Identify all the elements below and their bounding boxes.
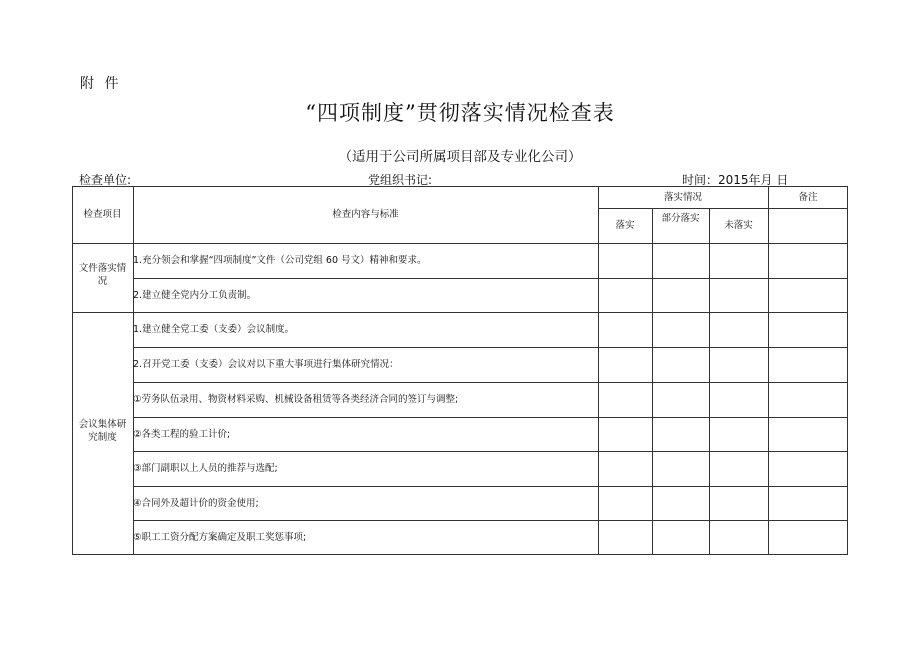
column-header-content: 检查内容与标准 <box>332 209 399 220</box>
document-title: “四项制度”贯彻落实情况检查表 <box>305 101 615 125</box>
column-header-not-done: 未落实 <box>724 220 753 231</box>
table-row-content: ⑤职工工资分配方案确定及职工奖惩事项; <box>133 532 307 543</box>
table-row-content: 1.建立健全党工委（支委）会议制度。 <box>133 324 295 335</box>
column-header-remark: 备注 <box>798 192 818 203</box>
inspection-table <box>72 186 848 556</box>
table-row-content: 1.充分领会和掌握“四项制度”文件（公司党组 60 号文）精神和要求。 <box>133 255 427 266</box>
document-subtitle: （适用于公司所属项目部及专业化公司） <box>338 149 582 165</box>
column-header-done: 落实 <box>615 220 635 231</box>
group-name-meeting: 会议集体研 究制度 <box>78 419 127 443</box>
table-row-content: ③部门副职以上人员的推荐与选配; <box>133 463 278 474</box>
column-header-partial: 部分落实 <box>661 213 700 224</box>
table-row-content: ②各类工程的验工计价; <box>133 429 231 440</box>
annex-label: 附 件 <box>80 76 122 92</box>
party-secretary-label: 党组织书记: <box>368 173 433 187</box>
table-row-content: ①劳务队伍录用、物资材料采购、机械设备租赁等各类经济合同的签订与调整; <box>133 394 459 405</box>
date-label: 时间：2015年月 日 <box>682 173 789 187</box>
column-header-status: 落实情况 <box>663 192 702 203</box>
table-row-content: 2.召开党工委（支委）会议对以下重大事项进行集体研究情况： <box>133 359 399 370</box>
table-row-content: ④合同外及超计价的资金使用; <box>133 498 259 509</box>
group-name-document: 文件落实情 况 <box>78 263 127 287</box>
table-row-content: 2.建立健全党内分工负责制。 <box>133 290 257 301</box>
inspection-unit-label: 检查单位: <box>79 173 132 187</box>
column-header-item: 检查项目 <box>83 209 122 220</box>
